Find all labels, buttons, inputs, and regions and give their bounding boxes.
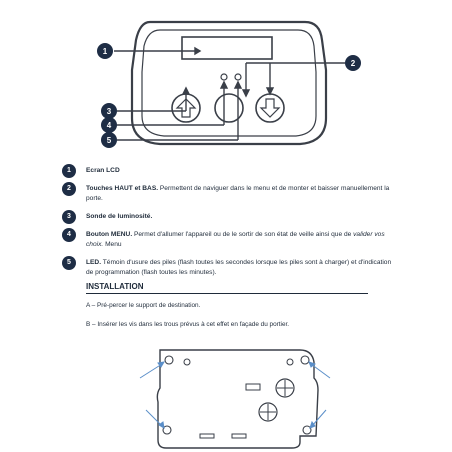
screw-hole-top-right-2 xyxy=(287,359,293,365)
legend-italic: valider vos choix. xyxy=(86,231,385,248)
legend-title: Touches HAUT et BAS. xyxy=(86,185,159,192)
legend-number: 3 xyxy=(62,210,76,224)
callout-2 xyxy=(345,55,361,71)
legend-number: 4 xyxy=(62,228,76,242)
legend-title: Ecran LCD xyxy=(86,167,120,174)
legend-title: Sonde de luminosité. xyxy=(86,213,153,220)
legend-title: Bouton MENU. xyxy=(86,231,133,238)
legend-item xyxy=(62,212,392,222)
callout-5-label: 5 xyxy=(106,136,112,145)
callout-5 xyxy=(101,132,117,148)
back-plate-outline xyxy=(157,350,318,448)
legend-list xyxy=(62,166,392,286)
callout-2-label: 2 xyxy=(350,59,356,68)
installation-step-a: A – Pré-percer le support de destination. xyxy=(86,302,201,309)
legend-item xyxy=(62,166,392,176)
legend-text: Témoin d'usure des piles (flash toutes les secondes lorsque les piles sont à charger) et d'indication de programmation (flash toutes les minutes). xyxy=(86,259,392,276)
legend-item xyxy=(62,230,392,250)
menu-button xyxy=(215,94,243,122)
legend-text: Permettent de naviguer dans le menu et de monter et baisser manuellement la porte. xyxy=(86,185,390,202)
legend-text: Permet d'allumer l'appareil ou de le sortir de son état de veille ainsi que de xyxy=(132,231,354,238)
back-clip-left xyxy=(200,434,214,438)
callout-1-label: 1 xyxy=(102,47,108,56)
light-sensor xyxy=(221,74,227,80)
installation-heading: INSTALLATION xyxy=(86,282,368,294)
device-back-diagram xyxy=(0,344,452,452)
callout-1 xyxy=(97,43,113,59)
callout-3-label: 3 xyxy=(106,107,112,116)
installation-step-b: B – Insérer les vis dans les trous prévus à cet effet en façade du portier. xyxy=(86,321,290,328)
legend-item xyxy=(62,184,392,204)
legend-number: 1 xyxy=(62,164,76,178)
screw-hole-top-left xyxy=(165,356,173,364)
screw-hole-top-right xyxy=(301,356,309,364)
legend-title: LED. xyxy=(86,259,102,266)
pointer-arrow-top-left xyxy=(140,364,162,378)
screw-hole-top-left-2 xyxy=(184,359,190,365)
device-front-diagram xyxy=(0,0,452,160)
legend-item xyxy=(62,258,392,278)
callout-3 xyxy=(101,103,117,119)
callout-4-label: 4 xyxy=(106,121,112,130)
back-clip-right xyxy=(232,434,246,438)
callout-4 xyxy=(101,117,117,133)
back-slot xyxy=(246,384,260,390)
led-indicator xyxy=(235,74,241,80)
legend-number: 5 xyxy=(62,256,76,270)
legend-number: 2 xyxy=(62,182,76,196)
legend-tail: Menu xyxy=(103,241,122,248)
